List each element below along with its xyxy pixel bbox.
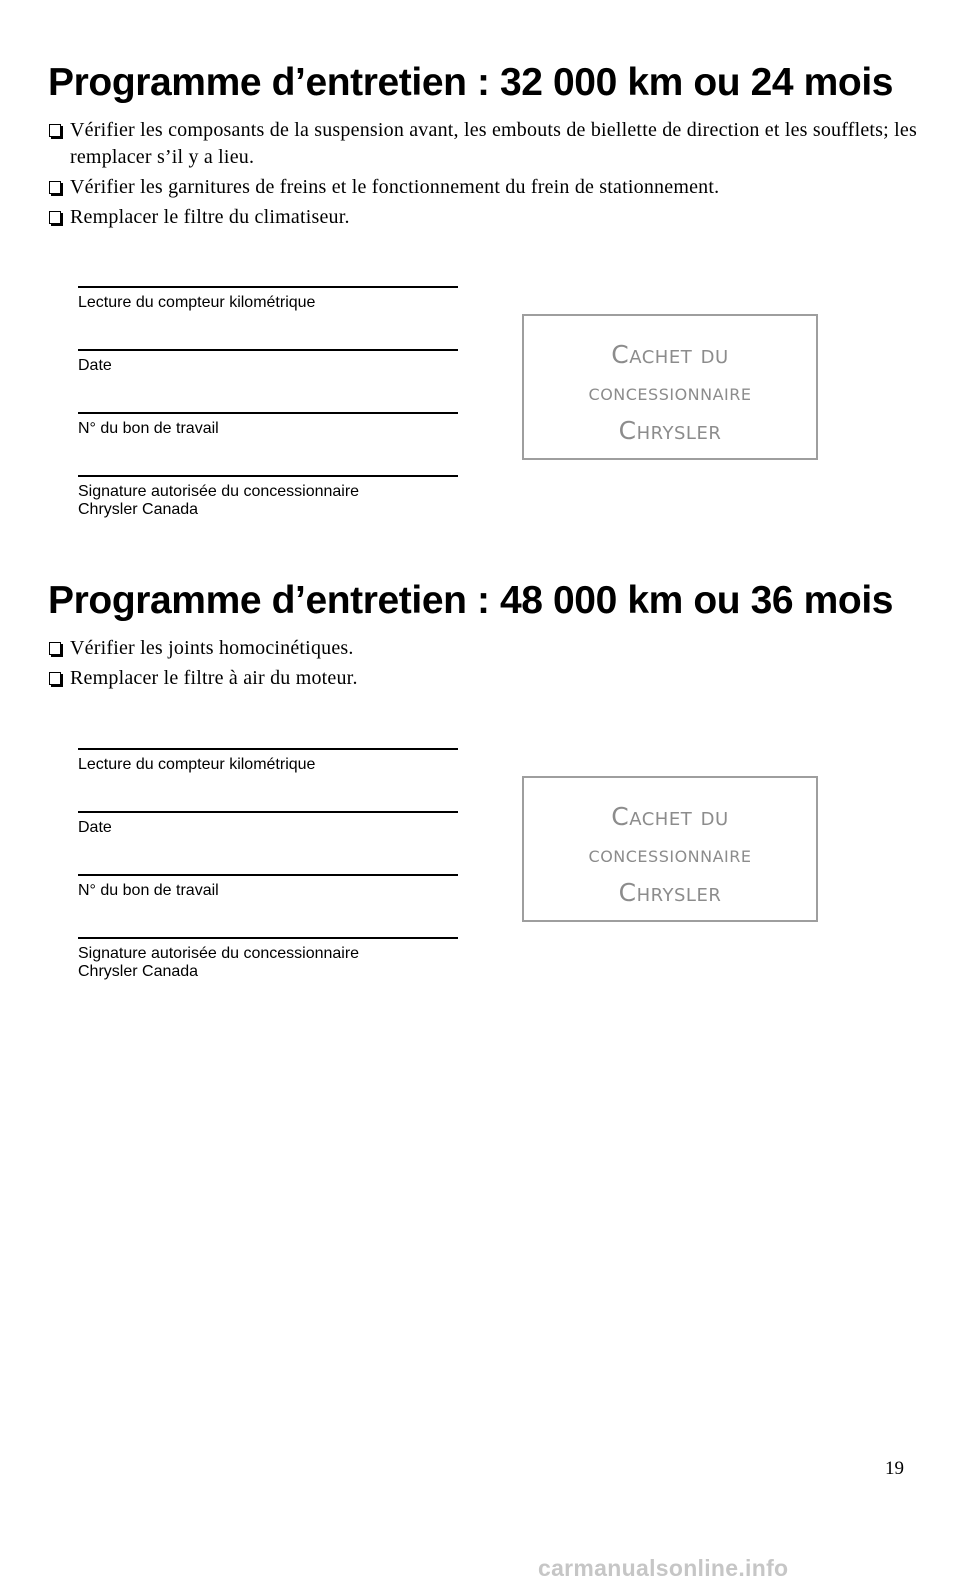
checklist-item-text: Vérifier les joints homocinétiques.: [70, 636, 354, 659]
checkbox-icon[interactable]: [49, 124, 61, 137]
field-label: Date: [78, 357, 112, 374]
field-label: N° du bon de travail: [78, 882, 219, 899]
checkbox-icon[interactable]: [49, 672, 61, 685]
checkbox-icon[interactable]: [49, 211, 61, 224]
odometer-field[interactable]: [78, 286, 458, 349]
maintenance-section-48000: [48, 578, 928, 695]
stamp-text: Cachet du: [611, 802, 729, 831]
checklist-item: [48, 174, 928, 201]
maintenance-section-32000: [48, 60, 928, 234]
stamp-text: Chrysler: [618, 416, 722, 445]
field-label: Date: [78, 819, 112, 836]
section-title: Programme d’entretien : 32 000 km ou 24 mois: [48, 61, 894, 104]
service-record-form: [78, 286, 458, 538]
dealer-signature-field[interactable]: [78, 475, 458, 538]
field-label: Lecture du compteur kilométrique: [78, 756, 316, 773]
service-record-form: [78, 748, 458, 1000]
page-number: 19: [885, 1458, 904, 1479]
watermark: carmanualsonline.info: [538, 1555, 789, 1581]
checklist-item-text: Remplacer le filtre à air du moteur.: [70, 666, 358, 689]
date-field[interactable]: [78, 349, 458, 412]
dealer-stamp-box: [522, 314, 818, 460]
field-label: Lecture du compteur kilométrique: [78, 294, 316, 311]
dealer-stamp-box: [522, 776, 818, 922]
odometer-field[interactable]: [78, 748, 458, 811]
checkbox-icon[interactable]: [49, 181, 61, 194]
field-label: N° du bon de travail: [78, 420, 219, 437]
checklist: [48, 635, 928, 692]
field-label: Signature autorisée du concessionnaire Chrysler Canada: [78, 483, 360, 518]
checklist-item-text: Vérifier les garnitures de freins et le fonctionnement du frein de stationnement.: [70, 175, 720, 198]
checklist-item: [48, 665, 928, 692]
checklist: [48, 117, 928, 231]
stamp-text: Cachet du: [611, 340, 729, 369]
stamp-text: Chrysler: [618, 878, 722, 907]
checklist-item-text: Remplacer le filtre du climatiseur.: [70, 205, 350, 228]
work-order-field[interactable]: [78, 874, 458, 937]
stamp-text: concessionnaire: [588, 842, 752, 868]
section-title: Programme d’entretien : 48 000 km ou 36 mois: [48, 579, 894, 622]
work-order-field[interactable]: [78, 412, 458, 475]
checklist-item: [48, 117, 928, 171]
dealer-signature-field[interactable]: [78, 937, 458, 1000]
field-label: Signature autorisée du concessionnaire Chrysler Canada: [78, 945, 360, 980]
checkbox-icon[interactable]: [49, 642, 61, 655]
checklist-item-text: Vérifier les composants de la suspension avant, les embouts de biellette de direction et les soufflets; les remplacer s’il y a lieu.: [70, 118, 917, 168]
checklist-item: [48, 635, 928, 662]
checklist-item: [48, 204, 928, 231]
stamp-text: concessionnaire: [588, 380, 752, 406]
date-field[interactable]: [78, 811, 458, 874]
